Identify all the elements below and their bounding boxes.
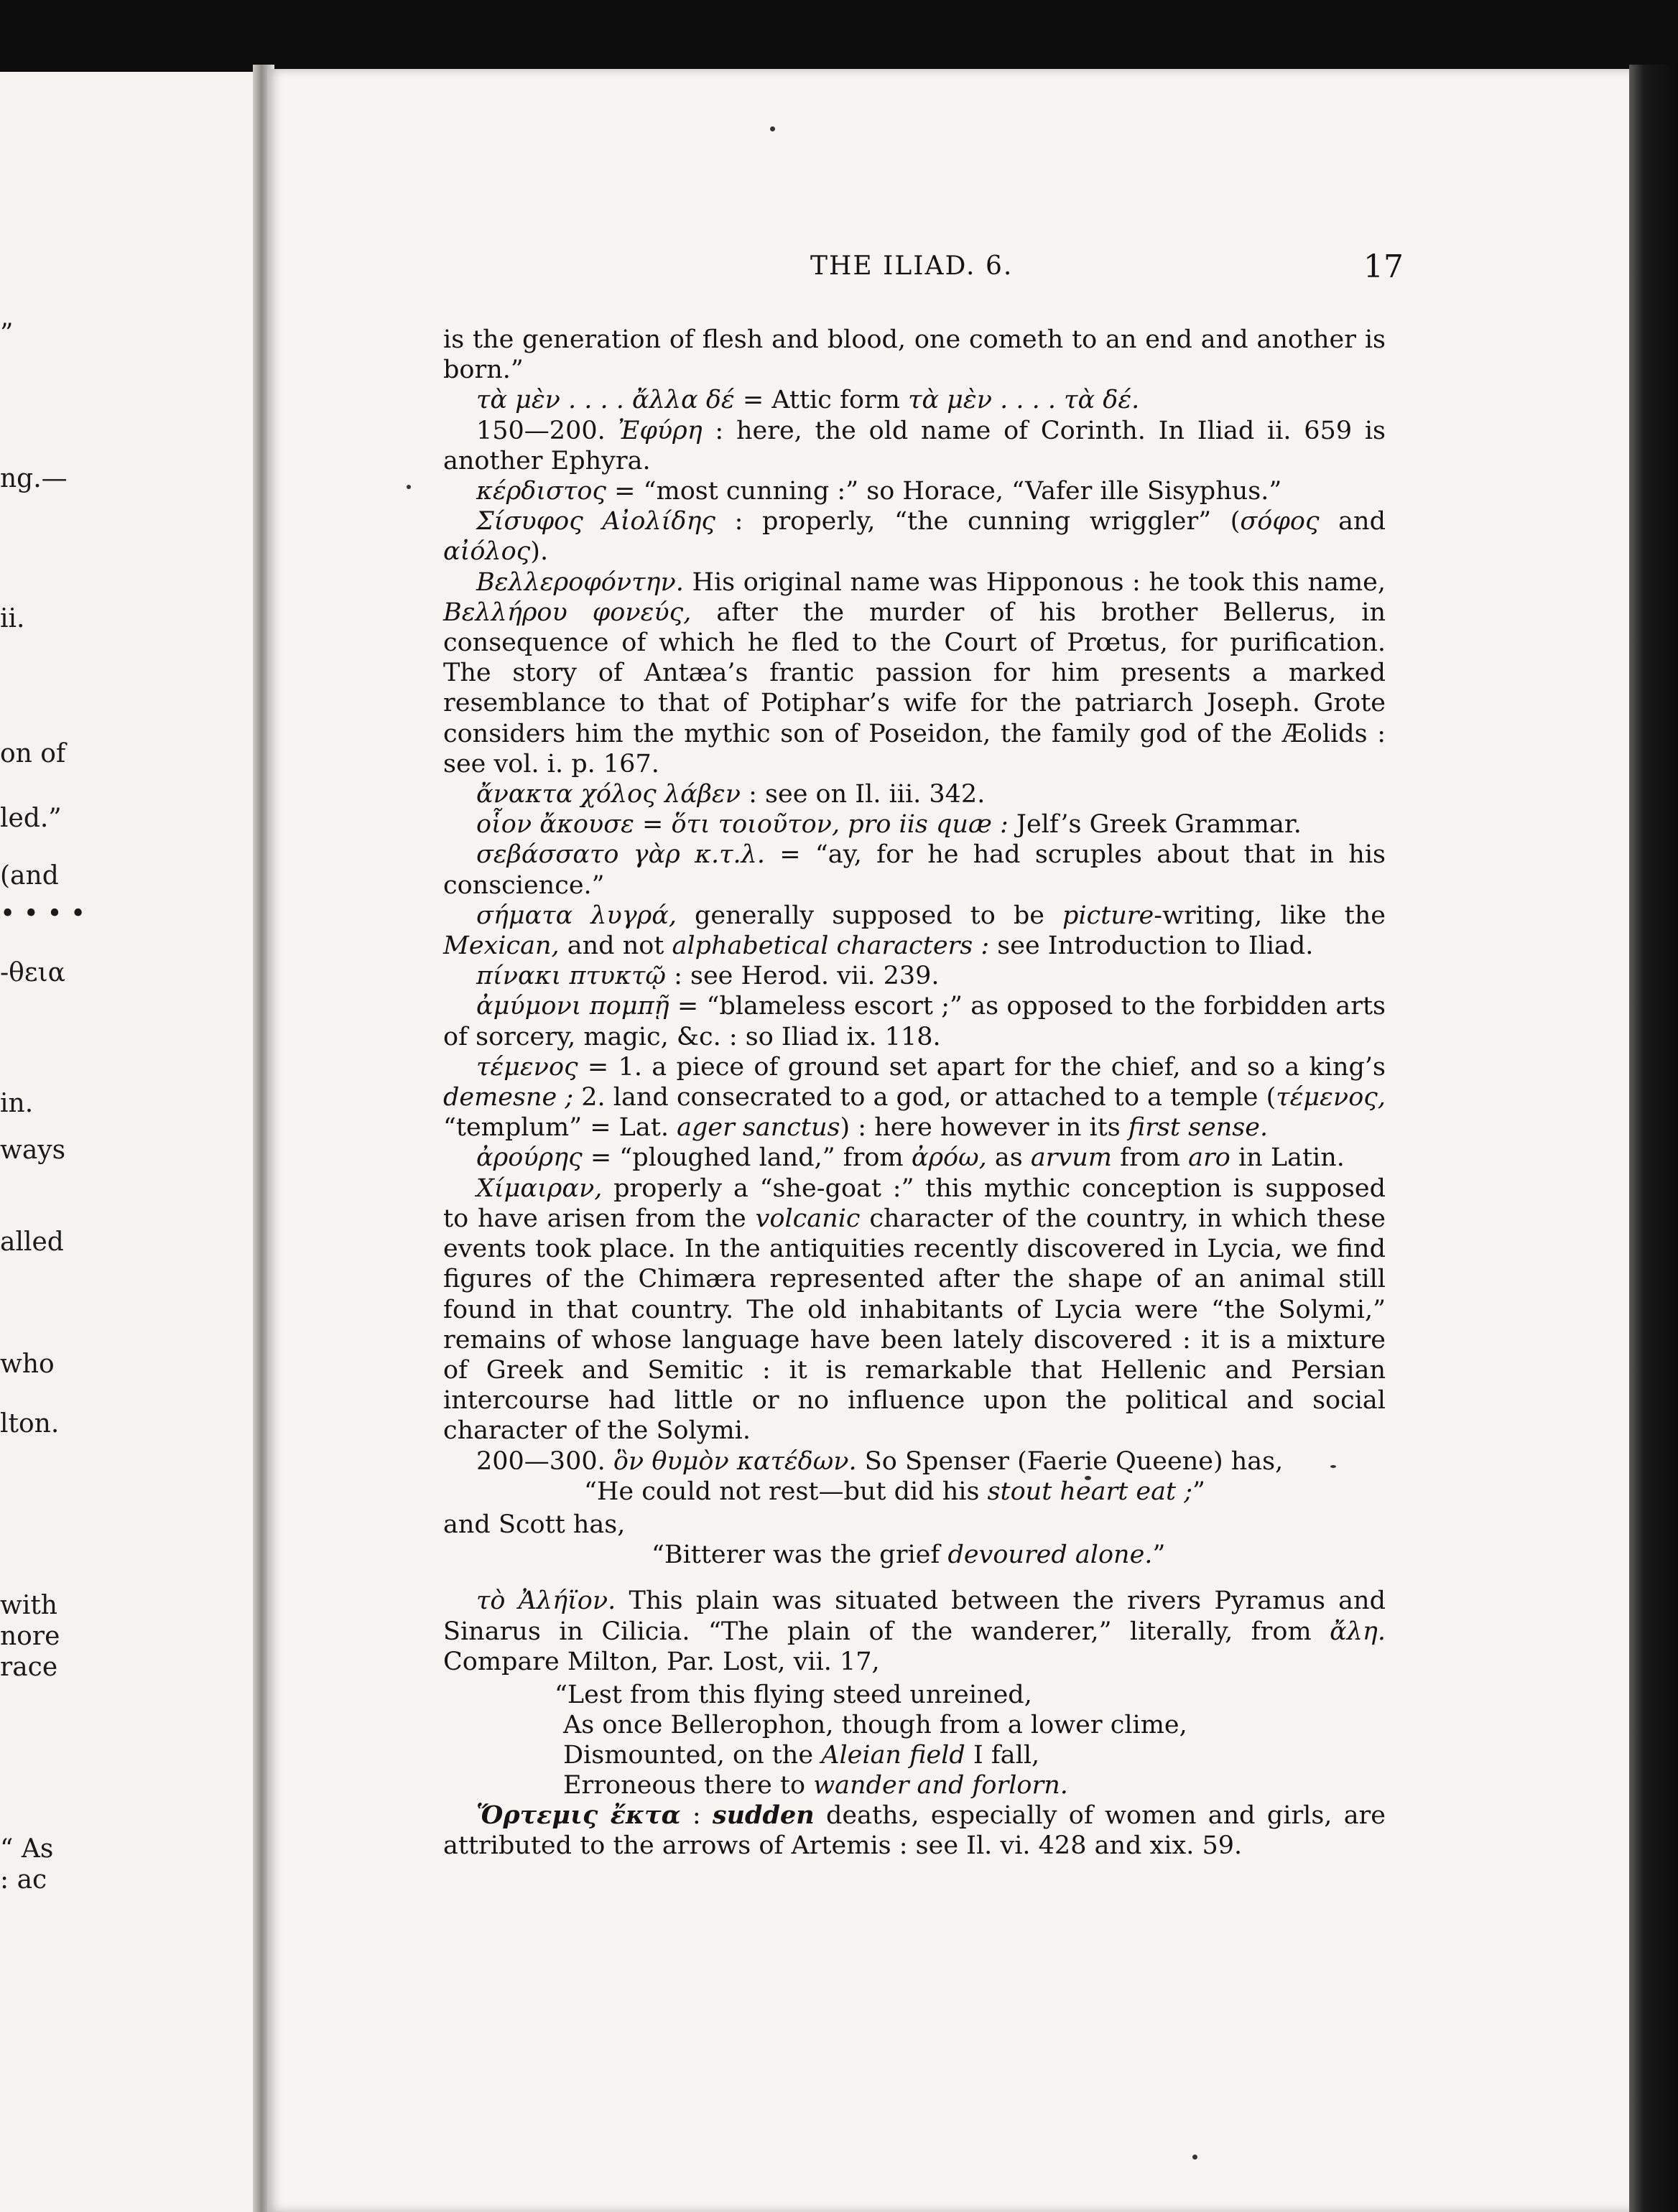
page-number: 17 (1363, 248, 1404, 285)
text-run: “templum” = Lat. (443, 1113, 677, 1143)
left-page-fragment: with (0, 1591, 57, 1620)
italic-term: wander and forlorn. (813, 1770, 1068, 1800)
text-run: properly a “she-goat :” this mythic conception is supposed to have arisen from the (443, 1174, 1386, 1233)
text-run: in Latin. (1230, 1143, 1345, 1173)
italic-term: ager sanctus (677, 1113, 840, 1143)
text-run: ” (1152, 1540, 1166, 1570)
left-page-fragment: : ac (0, 1865, 47, 1895)
text-run: Erroneous there to (563, 1770, 814, 1800)
text-run: and not (559, 931, 672, 961)
left-page-fragment: led.” (0, 804, 62, 833)
greek-term: οἷον ἄκουσε = ὅτι τοιοῦτον, pro iis quæ : (476, 810, 1009, 840)
greek-term: κέρδιστος (476, 477, 607, 506)
paragraph (443, 809, 1386, 840)
italic-term: sudden (712, 1800, 815, 1830)
text-run: and (1319, 507, 1386, 536)
text-run: = “most cunning :” so Horace, “Vafer ille Sisyphus.” (606, 477, 1282, 506)
right-page-edge (1629, 65, 1678, 2212)
text-run: This plain was situated between the rivers Pyramus and Sinarus in Cilicia. “The plain of the wanderer,” literally, from (443, 1586, 1386, 1646)
paragraph (443, 385, 1386, 415)
paragraph (443, 416, 1386, 476)
left-page-fragment: “ As (0, 1834, 54, 1864)
italic-term: stout heart eat ; (987, 1477, 1192, 1506)
italic-term: aro (1188, 1143, 1230, 1173)
text-run: = 1. a piece of ground set apart for the chief, and so a king’s (578, 1052, 1386, 1082)
text-run: : (680, 1800, 713, 1830)
left-page-fragment: ng.— (0, 464, 68, 493)
greek-term: ὃν θυμὸν κατέδων. (613, 1446, 857, 1476)
greek-term: ἀμύμονι πομπῇ (476, 992, 669, 1021)
paragraph (443, 961, 1386, 991)
verse-quote (443, 1680, 1386, 1800)
verse-line: “Lest from this flying steed unreined, (555, 1680, 1032, 1709)
italic-term: Mexican, (443, 931, 560, 961)
greek-term: αἰόλος (443, 537, 531, 567)
greek-term: τέμενος (476, 1052, 578, 1082)
text-run: : here, the old name of Corinth. In Iliad ii. 659 is another Ephyra. (443, 416, 1386, 475)
left-page-fragment: lton. (0, 1409, 60, 1439)
line-range: 150—200. (476, 416, 618, 445)
verse-quote (443, 1477, 1386, 1507)
paragraph (443, 1800, 1386, 1861)
verse-line (555, 1740, 1386, 1770)
left-page-fragment: on of (0, 739, 66, 768)
italic-term: picture (1062, 901, 1154, 930)
greek-term: Ὅρτεμις ἔκτα (476, 1800, 681, 1830)
text-run: : see Herod. vii. 239. (665, 962, 940, 991)
greek-term: Βελλήρου φονεύς, (443, 598, 692, 627)
text-run: as (986, 1143, 1031, 1173)
text-run: = Attic form (734, 386, 909, 415)
left-page-fragment: • • • • (0, 899, 86, 929)
italic-term: Aleian field (821, 1740, 965, 1770)
paragraph (443, 779, 1386, 809)
greek-term: σόφος (1240, 507, 1320, 536)
paragraph (443, 1174, 1386, 1446)
greek-term: ἀρόω, (911, 1143, 987, 1173)
paragraph (443, 1052, 1386, 1143)
text-run: Dismounted, on the (563, 1740, 822, 1770)
text-run: from (1111, 1143, 1189, 1173)
text-run: “He could not rest—but did his (584, 1477, 988, 1506)
text-run: Compare Milton, Par. Lost, vii. 17, (443, 1647, 880, 1676)
left-page-fragment: in. (0, 1089, 34, 1118)
left-page-fragment: who (0, 1349, 55, 1379)
speck (407, 485, 411, 489)
italic-term: alphabetical characters : (672, 931, 990, 961)
left-page-edge (0, 72, 259, 2212)
text-run: ” (1192, 1477, 1205, 1506)
greek-term: τὰ μὲν . . . . τὰ δέ. (908, 386, 1140, 415)
verse-line (555, 1770, 1386, 1800)
left-page-fragment: (and (0, 861, 59, 891)
greek-term: ἄνακτα χόλος λάβεν (476, 780, 741, 809)
paragraph (443, 506, 1386, 567)
italic-term: first sense. (1128, 1113, 1269, 1143)
verse-quote (443, 1540, 1386, 1570)
line-range: 200—300. (476, 1446, 613, 1476)
italic-term: volcanic (755, 1204, 861, 1233)
greek-term: τέμενος, (1276, 1083, 1386, 1112)
page-body (443, 325, 1386, 1861)
text-run: character of the country, in which these events took place. In the antiquities recently discovered in Lycia, we find figures of the Chimæra represented after the shape of an animal still found in that country. The old inhabitants of Lycia were “the Solymi,” remains of whose language have been lately discovered : it is a mixture of Greek and Semitic : it is remarkable that Hellenic and Persian intercourse had little or no influence upon the political and social character of the Solymi. (443, 1204, 1386, 1446)
paragraph: is the generation of flesh and blood, one cometh to an end and another is born.” (443, 325, 1386, 385)
greek-term: Σίσυφος Αἰολίδης (476, 507, 716, 536)
text-run: : see on Il. iii. 342. (741, 780, 986, 809)
greek-term: ἄλη. (1330, 1617, 1386, 1646)
text-run: see Introduction to Iliad. (989, 931, 1314, 961)
greek-term: Βελλεροφόντην. (476, 567, 684, 597)
greek-term: ἀρούρης (476, 1143, 583, 1173)
text-run: generally supposed to be (677, 901, 1062, 930)
paragraph (443, 991, 1386, 1051)
text-run: I fall, (965, 1740, 1040, 1770)
paragraph (443, 476, 1386, 506)
speck (770, 126, 775, 131)
greek-term: σεβάσσατο γὰρ κ.τ.λ. (476, 840, 765, 870)
italic-term: devoured alone. (947, 1540, 1153, 1570)
italic-term: demesne ; (443, 1083, 574, 1112)
left-page-fragment: ” (0, 319, 14, 348)
paragraph (443, 901, 1386, 961)
left-page-fragment: ways (0, 1135, 66, 1165)
text-run: Jelf’s Greek Grammar. (1008, 810, 1302, 840)
greek-term: τὸ Ἀλήϊον. (476, 1586, 616, 1616)
text-run: ). (530, 537, 549, 567)
text-run: after the murder of his brother Bellerus, in consequence of which he fled to the Court of Prœtus, for purification. The story of Antæa’s frantic passion for him presents a marked resemblance to that of Potiphar’s wife for the patriarch Joseph. Grote considers him the mythic son of Poseidon, the family god of the Æolids : see vol. i. p. 167. (443, 598, 1386, 779)
left-page-fragment: ii. (0, 604, 25, 633)
text-run: = “blameless escort ;” as opposed to the forbidden arts of sorcery, magic, &c. : so Iliad ix. 118. (443, 992, 1386, 1051)
greek-term: πίνακι πτυκτῷ (476, 962, 666, 991)
text-run: = “ay, for he had scruples about that in his conscience.” (443, 840, 1386, 900)
running-header: THE ILIAD. 6. (810, 251, 1014, 281)
text-run: ) : here however in its (840, 1113, 1128, 1143)
italic-term: arvum (1030, 1143, 1112, 1173)
text-run: -writing, like the (1154, 901, 1386, 930)
verse-line: As once Bellerophon, though from a lower clime, (563, 1710, 1187, 1739)
text-run: So Spenser (Faerie Queene) has, (856, 1446, 1284, 1476)
text-run: deaths, especially of women and girls, are attributed to the arrows of Artemis : see Il. vi. 428 and xix. 59. (443, 1800, 1386, 1861)
left-page-fragment: race (0, 1653, 58, 1682)
text-run: : properly, “the cunning wriggler” ( (715, 507, 1241, 536)
paragraph: and Scott has, (443, 1510, 626, 1539)
text-run: His original name was Hipponous : he took this name, (683, 567, 1386, 597)
greek-term: σήματα λυγρά, (476, 901, 677, 930)
paragraph (443, 1143, 1386, 1173)
left-page-fragment: alled (0, 1227, 64, 1257)
text-run: = “ploughed land,” from (582, 1143, 912, 1173)
text-run: “Bitterer was the grief (652, 1540, 948, 1570)
greek-term: τὰ μὲν . . . . ἄλλα δέ (476, 386, 735, 415)
paragraph (443, 567, 1386, 779)
paragraph (443, 840, 1386, 900)
greek-term: Χίμαιραν, (476, 1174, 603, 1203)
paragraph (443, 1446, 1386, 1477)
text-run: 2. land consecrated to a god, or attached to a temple ( (573, 1083, 1276, 1112)
left-page-fragment: nore (0, 1622, 60, 1651)
speck (1192, 2155, 1197, 2160)
left-page-fragment: -θεια (0, 958, 65, 988)
paragraph (443, 1586, 1386, 1677)
greek-term: Ἐφύρη (618, 416, 703, 445)
